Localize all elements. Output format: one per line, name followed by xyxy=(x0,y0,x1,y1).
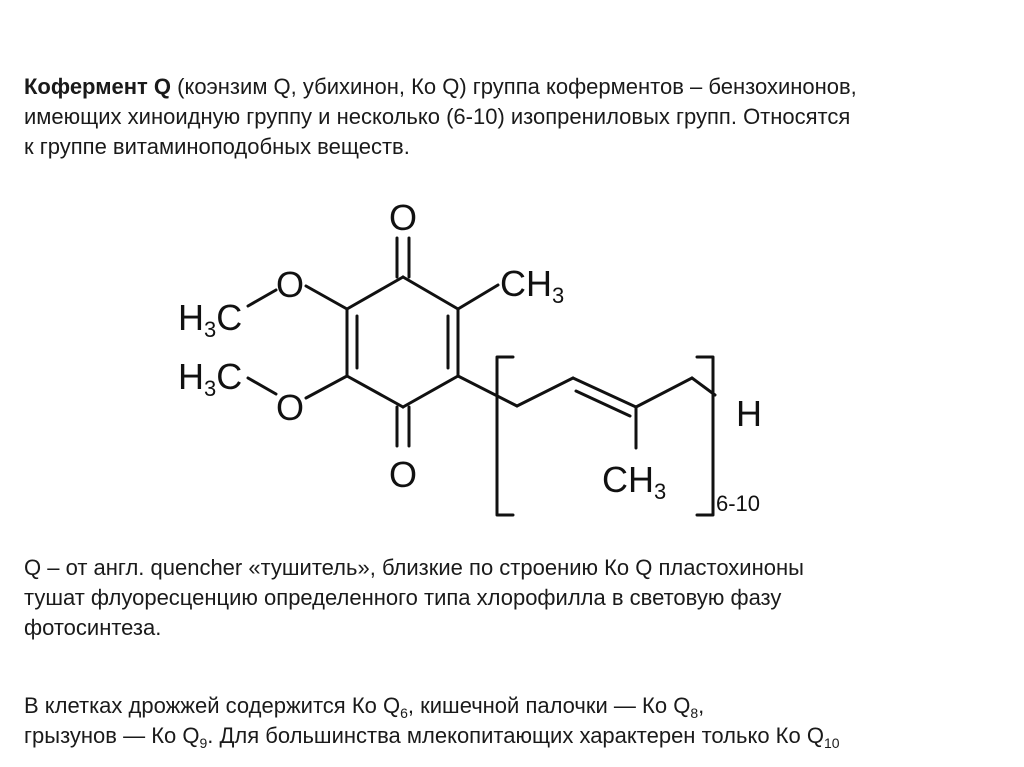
methoxy-top-methyl: H3C xyxy=(178,297,243,342)
sub-q8: 8 xyxy=(690,705,699,721)
quencher-line-3: фотосинтеза. xyxy=(24,615,162,640)
organisms-text-5: . Для большинства млекопитающих характерен только Ко Q xyxy=(207,723,824,748)
organisms-text-4: грызунов — Ко Q xyxy=(24,723,200,748)
intro-line-1: (коэнзим Q, убихинон, Ко Q) группа коферментов – бензохинонов, xyxy=(171,74,857,99)
organisms-text-1: В клетках дрожжей содержится Ко Q xyxy=(24,693,401,718)
ring-bonds xyxy=(347,277,458,407)
methoxy-top-oxygen: O xyxy=(275,264,305,305)
quencher-line-1: Q – от англ. quencher «тушитель», близкие по строению Ко Q пластохиноны xyxy=(24,555,804,580)
quencher-paragraph xyxy=(24,553,1009,643)
sub-q9: 9 xyxy=(199,735,208,751)
term-coenzyme-q: Кофермент Q xyxy=(24,74,172,99)
terminal-hydrogen: H xyxy=(736,393,762,434)
intro-line-2: имеющих хиноидную группу и несколько (6-10) изопрениловых групп. Относятся xyxy=(24,104,851,129)
oxygen-bottom: O xyxy=(388,454,418,495)
methoxy-bottom-methyl: H3C xyxy=(178,356,243,401)
chain-methyl: CH3 xyxy=(602,459,667,504)
sub-q10: 10 xyxy=(823,735,840,751)
intro-line-3: к группе витаминоподобных веществ. xyxy=(24,134,410,159)
organisms-text-3: , xyxy=(698,693,705,718)
quencher-line-2: тушат флуоресценцию определенного типа хлорофилла в световую фазу xyxy=(24,585,782,610)
repeat-count: 6-10 xyxy=(716,491,761,516)
sub-q6: 6 xyxy=(400,705,408,721)
organisms-paragraph xyxy=(24,691,1009,751)
oxygen-top: O xyxy=(388,197,418,238)
methoxy-bottom-oxygen: O xyxy=(275,387,305,428)
ring-methyl: CH3 xyxy=(500,263,565,308)
carbonyl-bonds xyxy=(397,238,409,446)
organisms-text-2: , кишечной палочки — Ко Q xyxy=(407,693,691,718)
